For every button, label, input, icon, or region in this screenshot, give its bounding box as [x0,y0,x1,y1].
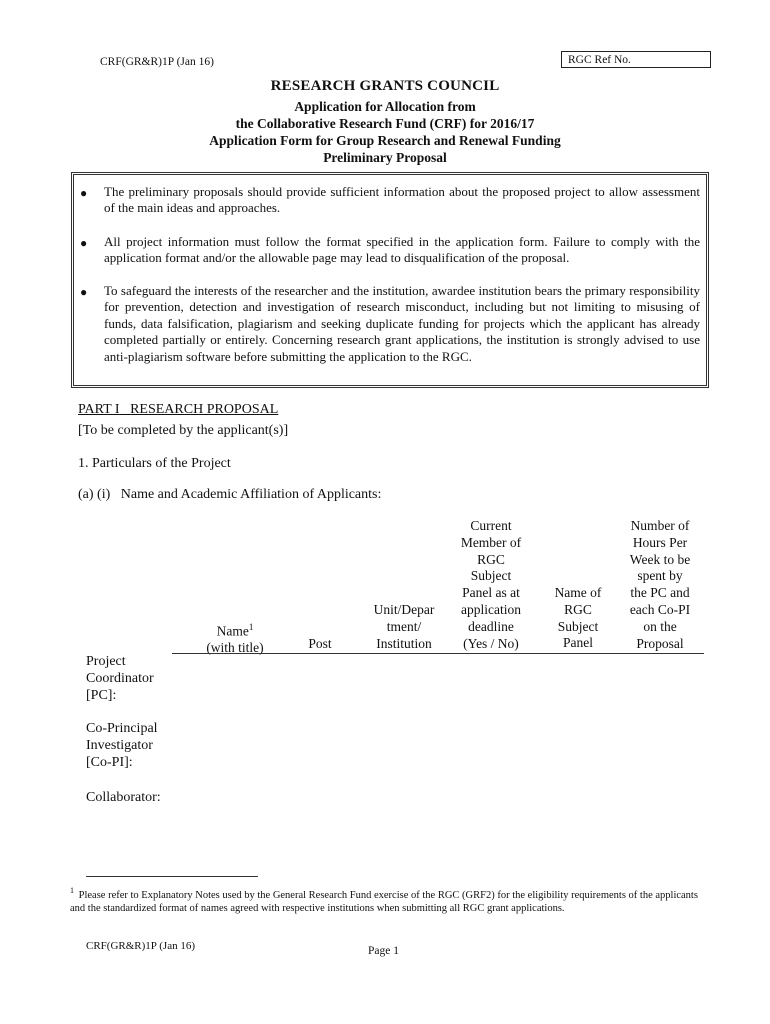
footnote-rule [86,876,258,877]
table-header-rule [172,653,704,654]
bullet-icon: ● [80,285,88,299]
form-code-header: CRF(GR&R)1P (Jan 16) [100,56,214,68]
subsection-heading: (a) (i) Name and Academic Affiliation of Applicants: [78,487,382,502]
instruction-note-3: To safeguard the interests of the researcher and the institution, awardee institution bears the primary responsibility for prevention, detection and investigation of research misconduct, including but not limiting to misusing of funds, data falsification, plagiarism and seeking duplicate funding for projects which the applicant has already completed partially or entirely. Concerning research grant applications, the institution is strongly advised to use anti-plagiarism software before submitting the application to the RGC. [104,283,700,364]
row-label-co-pi: Co-Principal Investigator [Co-PI]: [86,721,158,770]
col-header-name: Name$^1$ (with title) [206,622,264,656]
part-instruction: [To be completed by the applicant(s)] [78,423,289,438]
instruction-note-2: All project information must follow the format specified in the application form. Failure to comply with the application format and/or the allowable page may lead to disqualification of the proposal. [104,234,700,266]
form-title-line-4: Preliminary Proposal [323,150,447,165]
section-heading: 1. Particulars of the Project [78,456,231,471]
instruction-note-1: The preliminary proposals should provide sufficient information about the proposed project to allow assessment of the main ideas and approaches. [104,184,700,216]
col-header-hours: Number of Hours Per Week to be spent by the PC and each Co-PI on the Proposal [629,518,691,651]
part-heading [78,402,278,418]
form-code-footer: CRF(GR&R)1P (Jan 16) [86,940,195,952]
col-header-post: Post [308,636,332,651]
form-title-line-1: Application for Allocation from [294,99,476,114]
form-title-line-2: the Collaborative Research Fund (CRF) for 2016/17 [235,116,535,131]
council-title: RESEARCH GRANTS COUNCIL [270,78,500,94]
bullet-icon: ● [80,236,88,250]
footnote-text: Please refer to Explanatory Notes used by the General Research Fund exercise of the RGC (GRF2) for the eligibility requirements of the applicants and the standardized format of names agreed with respective institutions when submitting all RGC grant applications. [70,889,698,914]
col-header-panel-name: Name of RGC Subject Panel [554,585,602,651]
footnote [70,884,700,915]
rgc-ref-no-field[interactable]: RGC Ref No. [561,51,711,68]
bullet-icon: ● [80,186,88,200]
col-header-unit: Unit/Depar tment/ Institution [373,602,435,651]
col-header-current-member: Current Member of RGC Subject Panel as at application deadline (Yes / No) [460,518,522,651]
page-number: Page 1 [368,945,399,957]
instructions-box [71,172,709,388]
form-title-line-3: Application Form for Group Research and Renewal Funding [209,133,561,148]
footnote-marker: 1 [70,886,74,895]
row-label-collaborator: Collaborator: [86,790,161,805]
part-label: PART I [78,402,120,417]
part-title: RESEARCH PROPOSAL [130,402,279,417]
row-label-project-coordinator: Project Coordinator [PC]: [86,654,154,703]
